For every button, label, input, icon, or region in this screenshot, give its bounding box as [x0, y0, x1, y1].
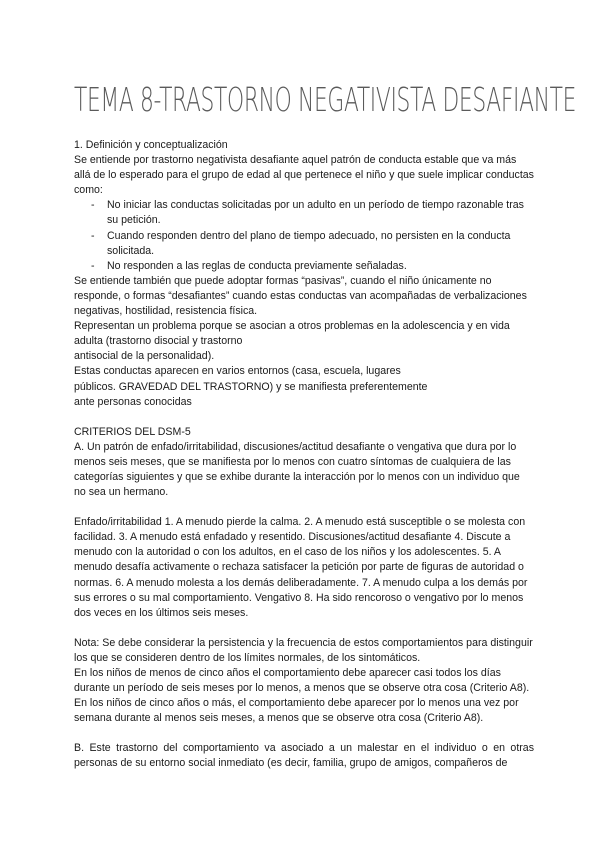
- note-five-plus: En los niños de cinco años o más, el comportamiento debe aparecer por lo menos una vez por semana durante al menos seis meses, a menos que se observe otra cosa (Criterio A8).: [74, 697, 519, 725]
- document-title: TEMA 8-TRASTORNO NEGATIVISTA DESAFIANTE: [74, 80, 577, 119]
- symptoms-paragraph: Enfado/irritabilidad 1. A menudo pierde la calma. 2. A menudo está susceptible o se molesta con facilidad. 3. A menudo está enfadado y resentido. Discusiones/actitud desafiante 4. Discute a menudo con la autoridad o con los adultos, en el caso de los niños y los adolescentes. 5. A menudo desafía activamente o rechaza satisfacer la petición por parte de figuras de autoridad o normas. 6. A menudo molesta a los demás deliberadamente. 7. A menudo culpa a los demás por sus errores o su mal comportamiento. Vengativo 8. Ha sido rencoroso o vengativo por lo menos dos veces en los últimos seis meses.: [74, 516, 528, 619]
- document-body: [74, 138, 534, 772]
- problem-paragraph: Representan un problema porque se asocian a otros problemas en la adolescencia y en vida adulta (trastorno disocial y trastorno: [74, 320, 510, 348]
- environments-line: ante personas conocidas: [74, 395, 192, 408]
- note-paragraph: Nota: Se debe considerar la persistencia y la frecuencia de estos comportamientos para distinguir los que se consideren dentro de los límites normales, de los sintomáticos.: [74, 636, 533, 664]
- section-heading-definition: 1. Definición y conceptualización: [74, 139, 228, 151]
- environments-line: públicos. GRAVEDAD DEL TRASTORNO) y se manifiesta preferentemente: [74, 380, 428, 393]
- note-under-five: En los niños de menos de cinco años el comportamiento debe aparecer casi todos los días durante un período de seis meses por lo menos, a menos que se observe otra cosa (Criterio A8).: [74, 667, 530, 695]
- environments-line: Estas conductas aparecen en varios entornos (casa, escuela, lugares: [74, 365, 401, 378]
- behavior-item: - Cuando responden dentro del plano de tiempo adecuado, no persisten en la conducta solicitada.: [93, 229, 534, 259]
- behavior-item: - No iniciar las conductas solicitadas por un adulto en un período de tiempo razonable tras su petición.: [93, 198, 534, 228]
- criterion-b: B. Este trastorno del comportamiento va asociado a un malestar en el individuo o en otras personas de su entorno social inmediato (es decir, familia, grupo de amigos, compañeros de: [74, 742, 534, 770]
- passive-forms-paragraph: Se entiende también que puede adoptar formas “pasivas”, cuando el niño únicamente no responde, o formas “desafiantes” cuando estas conductas van acompañadas de verbalizaciones negativas, hostilidad, resistencia física.: [74, 274, 527, 318]
- section-heading-dsm: CRITERIOS DEL DSM-5: [74, 425, 191, 438]
- definition-intro: Se entiende por trastorno negativista desafiante aquel patrón de conducta estable que va más allá de lo esperado para el grupo de edad al que pertenece el niño y que suele implicar conductas como:: [74, 154, 534, 197]
- behavior-list: [74, 198, 534, 273]
- problem-paragraph-cont: antisocial de la personalidad).: [74, 350, 215, 363]
- behavior-item: - No responden a las reglas de conducta previamente señaladas.: [93, 259, 534, 274]
- criterion-a: A. Un patrón de enfado/irritabilidad, discusiones/actitud desafiante o vengativa que dura por lo menos seis meses, que se manifiesta por lo menos con cuatro síntomas de cualquiera de las categorías siguientes y que se exhibe durante la interacción por lo menos con un individuo que no sea un hermano.: [74, 440, 520, 499]
